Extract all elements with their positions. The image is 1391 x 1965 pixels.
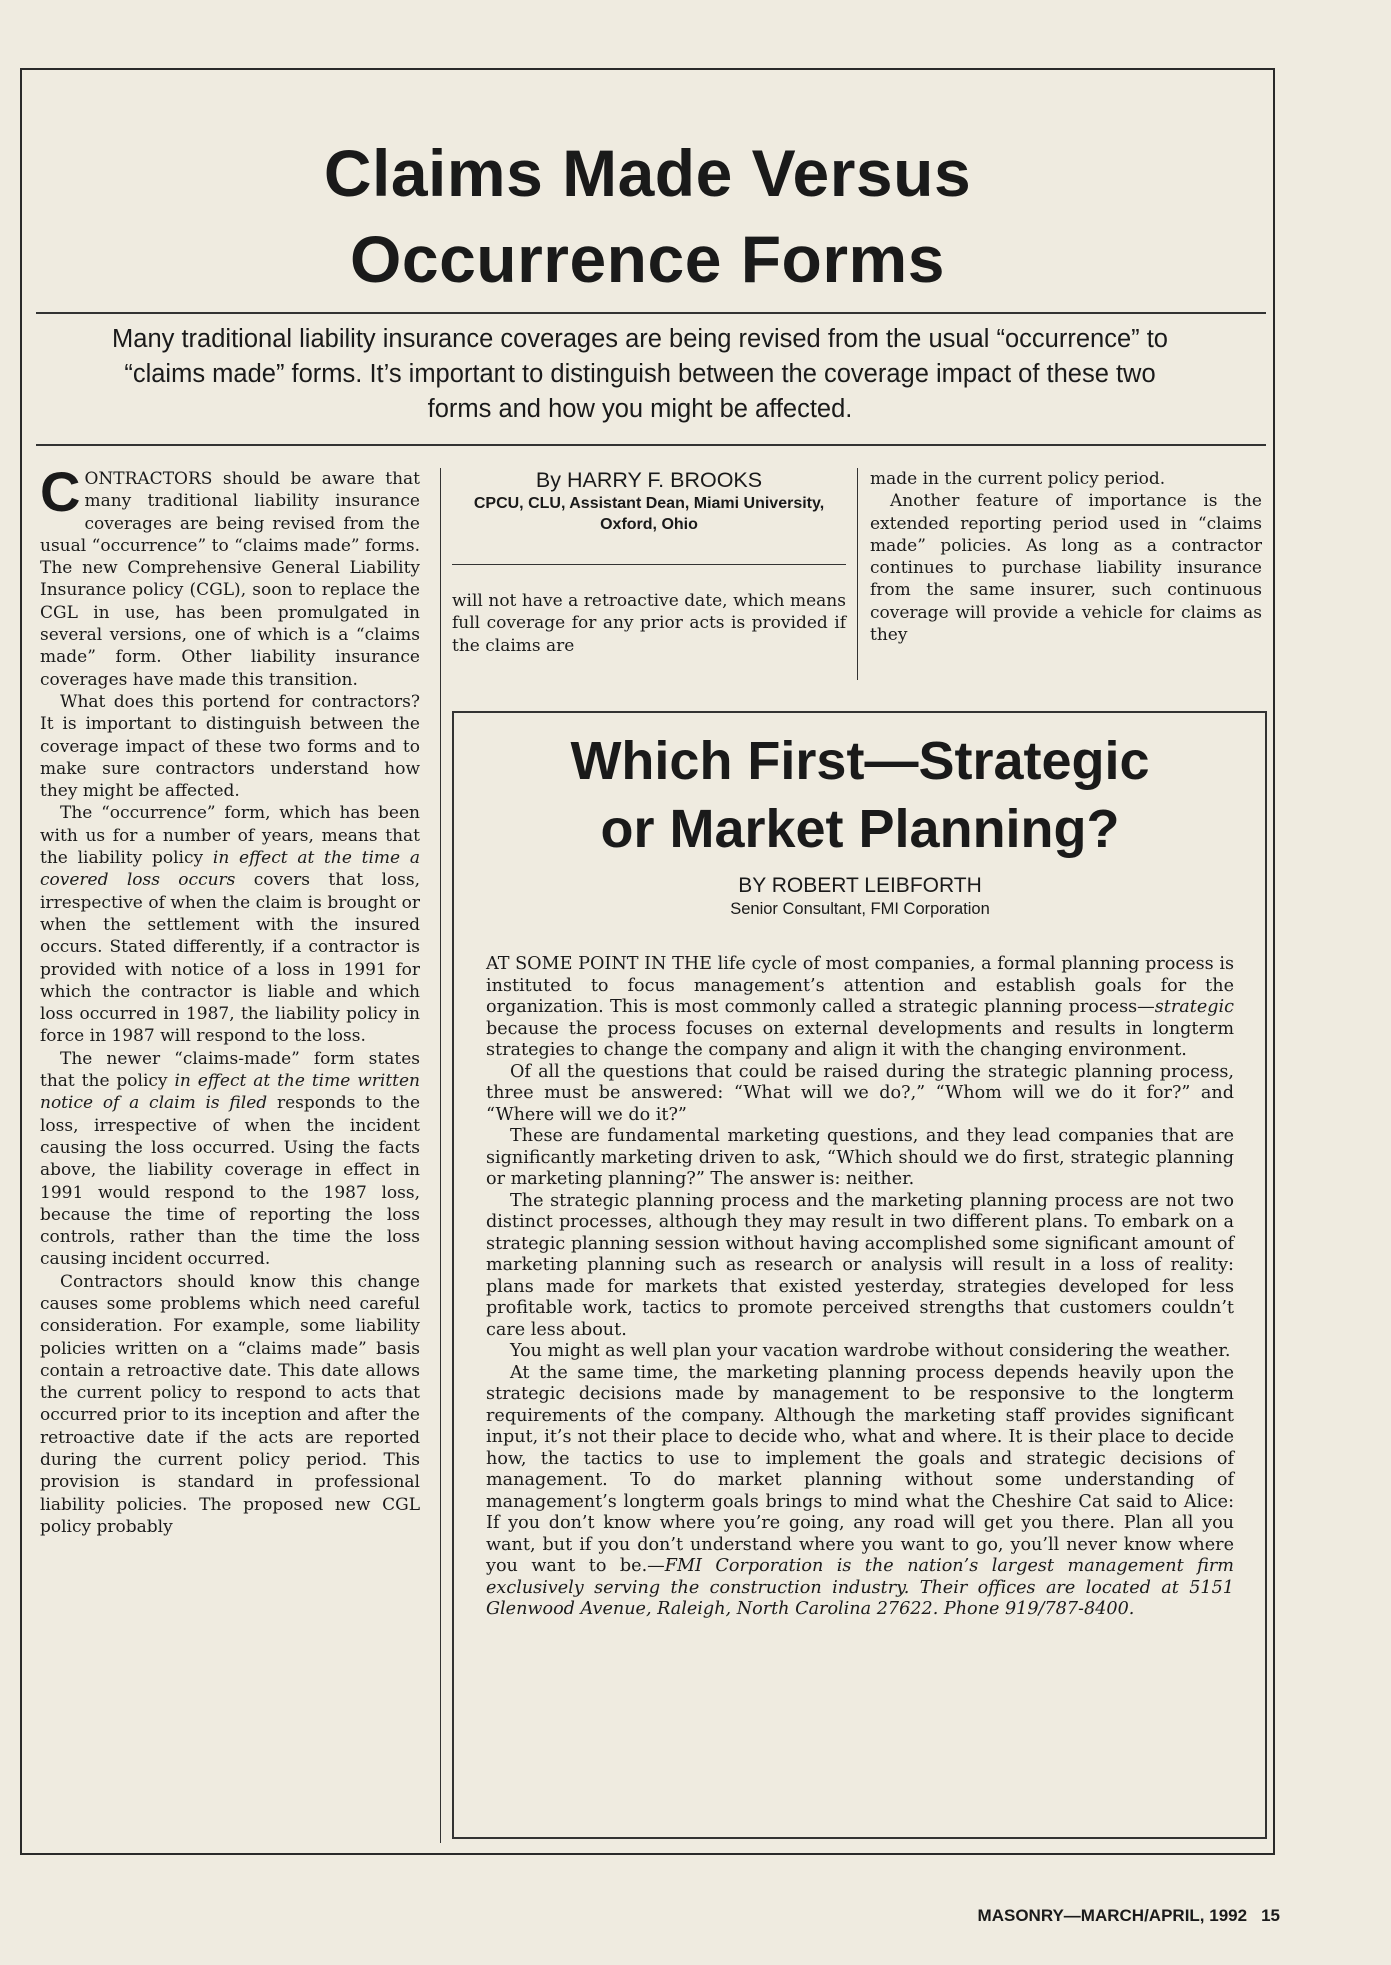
article1-paragraph: CONTRACTORS should be aware that many traditional liability insurance coverages are being revised from the usual “occurrence” to “claims made” forms. The new Comprehensive General Liability Insurance policy (CGL), soon to replace the CGL in use, has been promulgated in several versions, one of which is a “claims made” form. Other liability insurance coverages have made this transition. — [40, 460, 420, 690]
article1-paragraph: made in the current policy period. — [870, 469, 1166, 489]
article1-paragraph: What does this portend for contractors? It is important to distinguish between the coverage impact of these two forms and to make sure contractors understand how they might be affected. — [40, 691, 420, 802]
sidebar-article-body — [486, 954, 1234, 1621]
deck-top-rule — [36, 312, 1266, 314]
byline-rule — [452, 564, 846, 565]
article1-byline — [452, 468, 846, 535]
page-number: 15 — [1261, 1906, 1280, 1925]
column-divider-left — [440, 468, 441, 1843]
sidebar-paragraph: Of all the questions that could be raised during the strategic planning process, three must be answered: “What will we do?,” “Whom will we do it for?” and “Where will we do it?” — [486, 1061, 1234, 1125]
article1-paragraph: The newer “claims-made” form states that the policy in effect at the time written notice of a claim is filed responds to the loss, irrespective of when the incident causing the loss occurred. Using the facts above, the liability coverage in effect in 1991 would respond to the 1987 loss, because the time of reporting the loss controls, rather than the time the loss causing incident occurred. — [40, 1048, 421, 1270]
sidebar-title-line2: or Market Planning? — [600, 799, 1120, 859]
deck-bottom-rule — [36, 444, 1266, 446]
column-divider-right — [857, 468, 858, 680]
sidebar-article-title — [470, 727, 1250, 863]
sidebar-byline — [470, 874, 1250, 920]
sidebar-paragraph: At the same time, the marketing planning process depends heavily upon the strategic decisions made by management to be responsive to the longterm requirements of the company. Although the marketing staff provides significant input, it’s not their place to decide who, what and where. It is their place to decide how, the tactics to use to implement the goals and strategic decisions of management. To do market planning without some understanding of management’s longterm goals brings to mind what the Cheshire Cat said to Alice: If you don’t know where you’re going, any road will get you there. Plan all you want, but if you don’t understand where you want to go, you’ll never know where you want to be.—FMI Corporation is the nation’s largest management firm exclusively serving the construction industry. Their offices are located at 5151 Glenwood Avenue, Raleigh, North Carolina 27622. Phone 919/787-8400. — [486, 1362, 1234, 1619]
author-credentials: CPCU, CLU, Assistant Dean, Miami University, Oxford, Ohio — [473, 495, 825, 533]
article-deck: Many traditional liability insurance coverages are being revised from the usual “occurrence” to “claims made” forms. It’s important to distinguish between the coverage impact of these two forms and how you might be affected. — [112, 325, 1168, 423]
author-name: By HARRY F. BROOKS — [535, 468, 763, 492]
article1-paragraph: The “occurrence” form, which has been with us for a number of years, means that the liability policy in effect at the time a covered loss occurs covers that loss, irrespective of when the claim is brought or when the settlement with the insured occurs. Stated differently, if a contractor is provided with notice of a loss in 1991 for which the contractor is liable and which loss occurred in 1987, the liability policy in force in 1987 will respond to the loss. — [40, 803, 420, 1047]
article1-paragraph: will not have a retroactive date, which means full coverage for any prior acts is provided if the claims are — [452, 591, 846, 656]
article-title — [60, 130, 1235, 302]
article1-column-3 — [870, 468, 1262, 646]
article1-column-2 — [452, 590, 846, 657]
sidebar-paragraph: You might as well plan your vacation wardrobe without considering the weather. — [510, 1341, 1231, 1361]
sidebar-paragraph: These are fundamental marketing questions, and they lead companies that are significantly marketing driven to ask, “Which should we do first, strategic planning or marketing planning?” The answer is: neither. — [486, 1126, 1234, 1189]
drop-cap: C — [40, 460, 81, 523]
page-footer — [800, 1906, 1280, 1926]
sidebar-title-line1: Which First—Strategic — [570, 731, 1150, 791]
article-title-line2: Occurrence Forms — [350, 222, 945, 296]
sidebar-author-credentials: Senior Consultant, FMI Corporation — [730, 900, 990, 918]
publication-info: MASONRY—MARCH/APRIL, 1992 — [977, 1906, 1248, 1925]
sidebar-paragraph: The strategic planning process and the marketing planning process are not two distinct processes, although they may result in two different plans. To embark on a strategic planning session without having accomplished some significant amount of marketing planning such as research or analysis will result in a loss of reality: plans made for markets that existed yesterday, strategies developed for less profitable work, tactics to promote perceived strengths that customers couldn’t care less about. — [486, 1190, 1234, 1340]
article1-paragraph: Another feature of importance is the extended reporting period used in “claims made” policies. As long as a contractor continues to purchase liability insurance from the same insurer, such continuous coverage will provide a vehicle for claims as they — [870, 491, 1262, 646]
sidebar-paragraph: AT SOME POINT IN THE life cycle of most companies, a formal planning process is instituted to focus management’s attention and establish goals for the organization. This is most commonly called a strategic planning process—strategic because the process focuses on external developments and results in longterm strategies to change the company and align it with the changing environment. — [486, 954, 1234, 1060]
sidebar-author-name: BY ROBERT LEIBFORTH — [738, 874, 982, 897]
article1-column-1 — [40, 460, 421, 1538]
article1-paragraph: Contractors should know this change causes some problems which need careful consideration. For example, some liability policies written on a “claims made” basis contain a retroactive date. This date allows the current policy to respond to acts that occurred prior to its inception and after the retroactive date if the acts are reported during the current policy period. This provision is standard in professional liability policies. The proposed new CGL policy probably — [40, 1271, 420, 1537]
article-title-line1: Claims Made Versus — [323, 136, 972, 210]
